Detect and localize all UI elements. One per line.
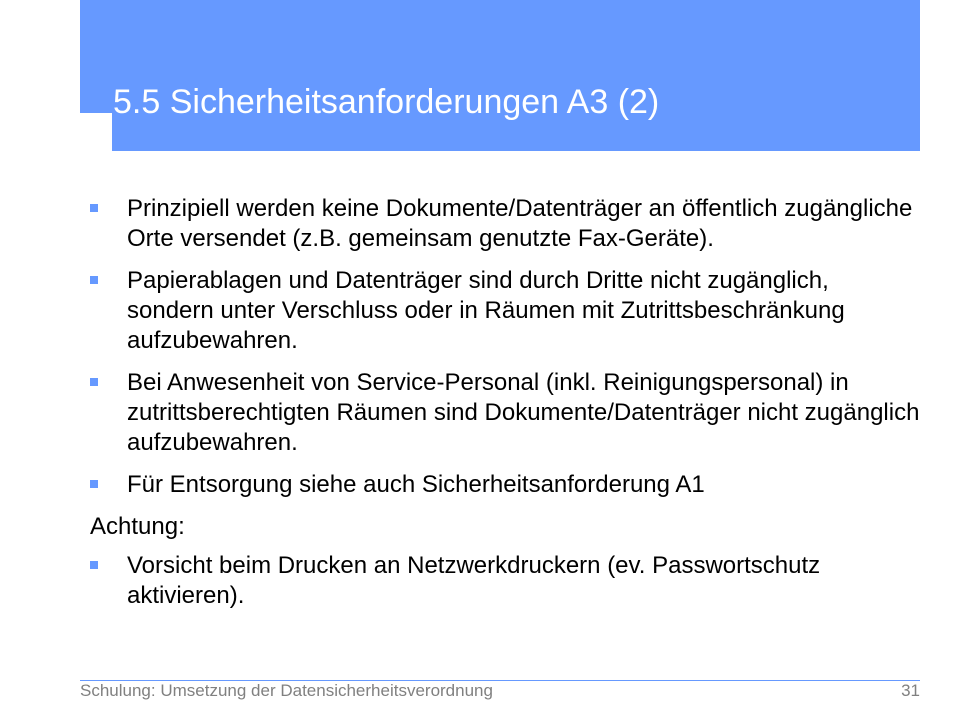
- square-bullet-icon: [90, 561, 98, 569]
- footer-text: Schulung: Umsetzung der Datensicherheitsverordnung: [80, 681, 493, 700]
- bullet-text: Vorsicht beim Drucken an Netzwerkdruckern (ev. Passwortschutz aktivieren).: [127, 552, 821, 609]
- square-bullet-icon: [90, 204, 98, 212]
- bullet-text: Für Entsorgung siehe auch Sicherheitsanforderung A1: [127, 471, 705, 498]
- slide-content: [90, 194, 920, 623]
- slide-title: 5.5 Sicherheitsanforderungen A3 (2): [113, 83, 660, 121]
- bullet-item: [90, 470, 920, 500]
- bullet-item: [90, 368, 920, 458]
- square-bullet-icon: [90, 276, 98, 284]
- bullet-item: [90, 194, 920, 254]
- bullet-text: Prinzipiell werden keine Dokumente/Datenträger an öffentlich zugängliche Orte versendet (z.B. gemeinsam genutzte Fax-Geräte).: [127, 195, 913, 252]
- bullet-item: [90, 551, 920, 611]
- bullet-item: [90, 266, 920, 356]
- page-number: 31: [901, 681, 920, 700]
- square-bullet-icon: [90, 480, 98, 488]
- bullet-text: Papierablagen und Datenträger sind durch Dritte nicht zugänglich, sondern unter Verschluss oder in Räumen mit Zutrittsbeschränkung aufzubewahren.: [127, 267, 845, 354]
- bullet-text: Bei Anwesenheit von Service-Personal (inkl. Reinigungspersonal) in zutrittsberechtigten Räumen sind Dokumente/Datenträger nicht zugänglich aufzubewahren.: [127, 369, 920, 456]
- note-label: Achtung:: [90, 513, 185, 540]
- square-bullet-icon: [90, 378, 98, 386]
